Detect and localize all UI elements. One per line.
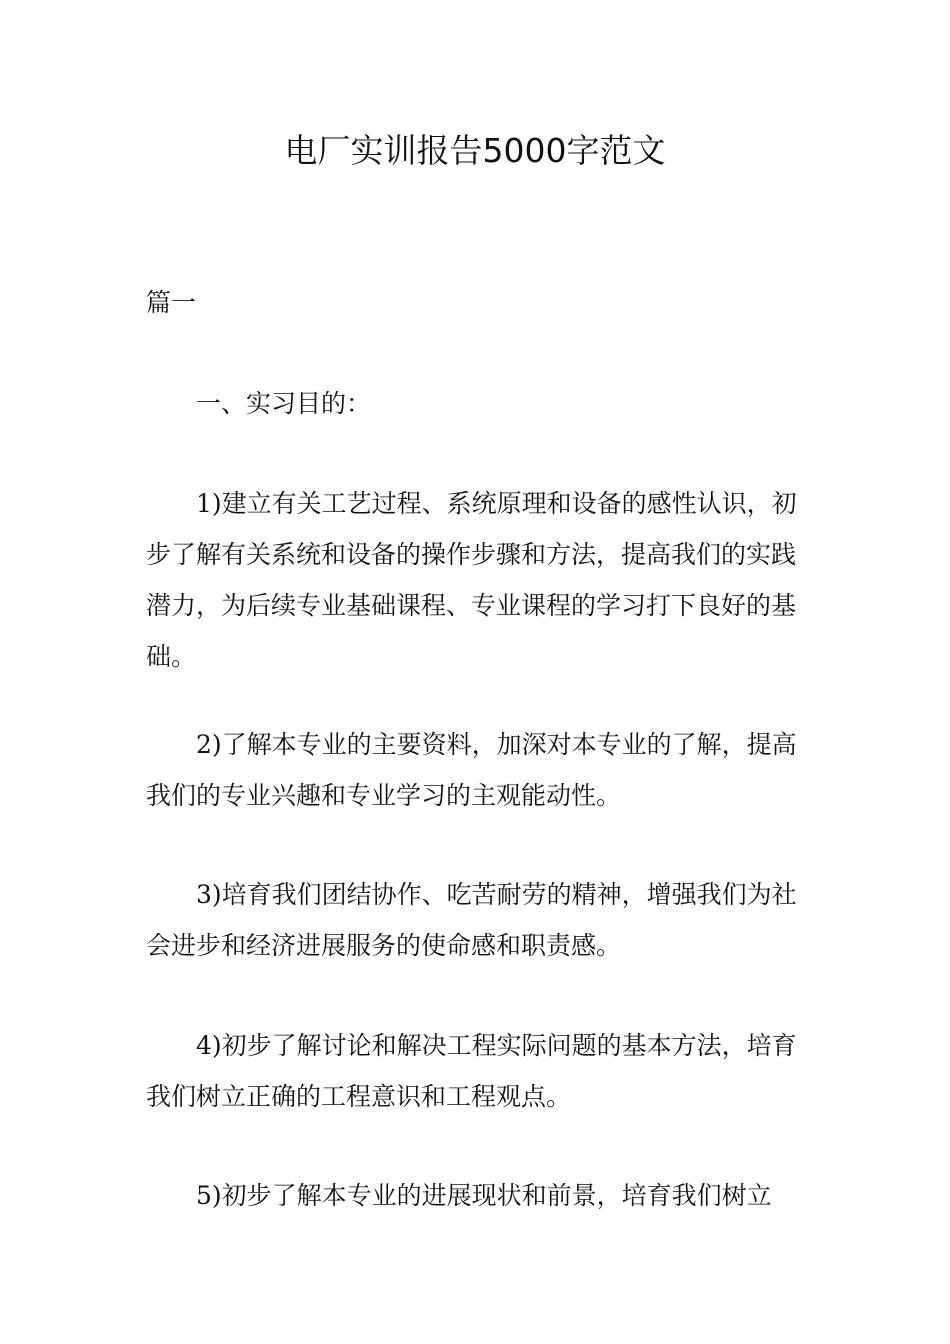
paragraph-2: 2)了解本专业的主要资料，加深对本专业的了解，提高我们的专业兴趣和专业学习的主观能动性。: [146, 730, 797, 810]
paragraph-5: 5)初步了解本专业的进展现状和前景，培育我们树立: [196, 1181, 772, 1210]
section-label: 篇一: [146, 288, 197, 317]
document-title: 电厂实训报告5000字范文: [284, 131, 666, 170]
paragraph-4: 4)初步了解讨论和解决工程实际问题的基本方法，培育我们树立正确的工程意识和工程观点。: [146, 1031, 797, 1111]
section-heading: 一、实习目的：: [196, 389, 372, 418]
paragraph-1: 1)建立有关工艺过程、系统原理和设备的感性认识，初步了解有关系统和设备的操作步骤和方法，提高我们的实践潜力，为后续专业基础课程、专业课程的学习打下良好的基础。: [146, 489, 797, 671]
paragraph-3: 3)培育我们团结协作、吃苦耐劳的精神，增强我们为社会进步和经济进展服务的使命感和职责感。: [146, 880, 797, 960]
